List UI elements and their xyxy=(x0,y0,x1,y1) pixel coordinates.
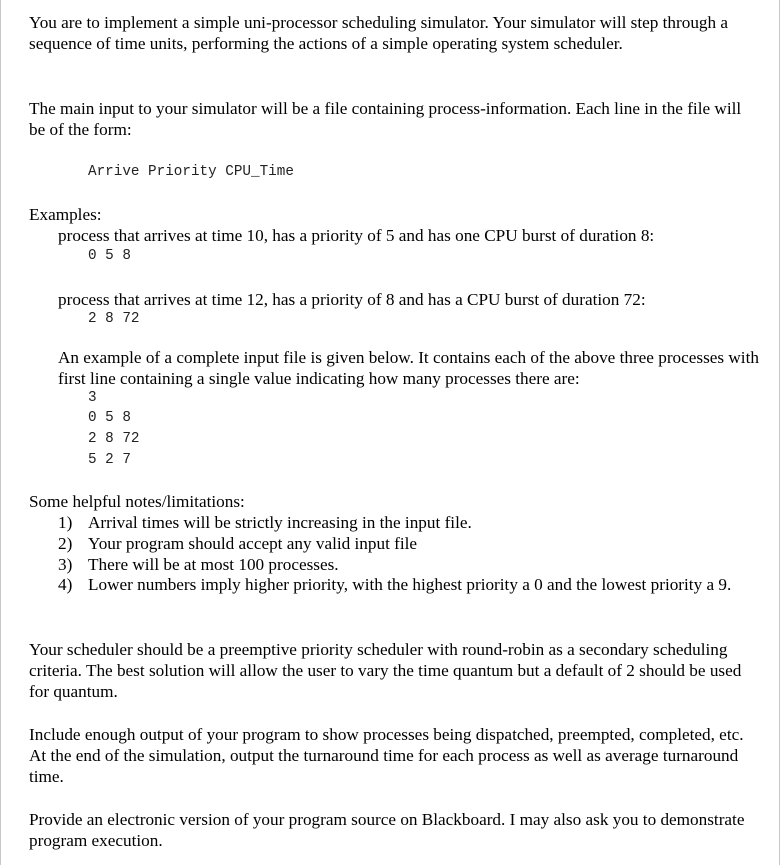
input-description-paragraph: The main input to your simulator will be a file containing process-information. Each line in the file will be of the form: xyxy=(29,99,742,139)
list-number: 4) xyxy=(58,575,73,595)
page-border-right xyxy=(779,0,780,865)
notes-heading: Some helpful notes/limitations: xyxy=(29,492,245,511)
complete-code-line: 5 2 7 xyxy=(88,452,131,468)
input-format-line: Arrive Priority CPU_Time xyxy=(88,164,294,180)
scheduler-paragraph: Your scheduler should be a preemptive priority scheduler with round-robin as a secondary scheduling criteria. The best solution will allow the user to vary the time quantum but a default of 2 should be used for quantum. xyxy=(29,640,742,701)
list-number: 1) xyxy=(58,513,73,532)
output-paragraph: Include enough output of your program to show processes being dispatched, preempted, completed, etc. At the end of the simulation, output the turnaround time for each process as well as average turnaround time. xyxy=(29,725,744,786)
example2-code: 2 8 72 xyxy=(88,311,140,327)
complete-code-line: 3 xyxy=(88,390,97,406)
complete-code-line: 2 8 72 xyxy=(88,431,140,447)
list-item xyxy=(58,575,758,596)
submission-paragraph: Provide an electronic version of your program source on Blackboard. I may also ask you to demonstrate program execution. xyxy=(29,810,745,850)
page-border-left xyxy=(0,0,1,865)
complete-example-description: An example of a complete input file is given below. It contains each of the above three processes with first line containing a single value indicating how many processes there are: xyxy=(58,348,759,388)
list-item xyxy=(58,534,758,555)
example1-description: process that arrives at time 10, has a priority of 5 and has one CPU burst of duration 8: xyxy=(58,226,655,245)
examples-heading: Examples: xyxy=(29,205,102,224)
list-text: Arrival times will be strictly increasing in the input file. xyxy=(88,513,472,532)
example2-description: process that arrives at time 12, has a priority of 8 and has a CPU burst of duration 72: xyxy=(58,290,646,309)
list-item xyxy=(58,513,758,534)
list-number: 3) xyxy=(58,554,73,574)
complete-code-line: 0 5 8 xyxy=(88,410,131,426)
list-item xyxy=(58,555,758,576)
list-number: 2) xyxy=(58,533,73,553)
list-text: There will be at most 100 processes. xyxy=(88,554,339,574)
example1-code: 0 5 8 xyxy=(88,248,131,264)
notes-list xyxy=(58,513,758,596)
intro-paragraph: You are to implement a simple uni-processor scheduling simulator. Your simulator will step through a sequence of time units, performing the actions of a simple operating system scheduler. xyxy=(29,13,729,53)
list-text: Lower numbers imply higher priority, with the highest priority a 0 and the lowest priority a 9. xyxy=(88,575,732,595)
list-text: Your program should accept any valid input file xyxy=(88,533,418,553)
